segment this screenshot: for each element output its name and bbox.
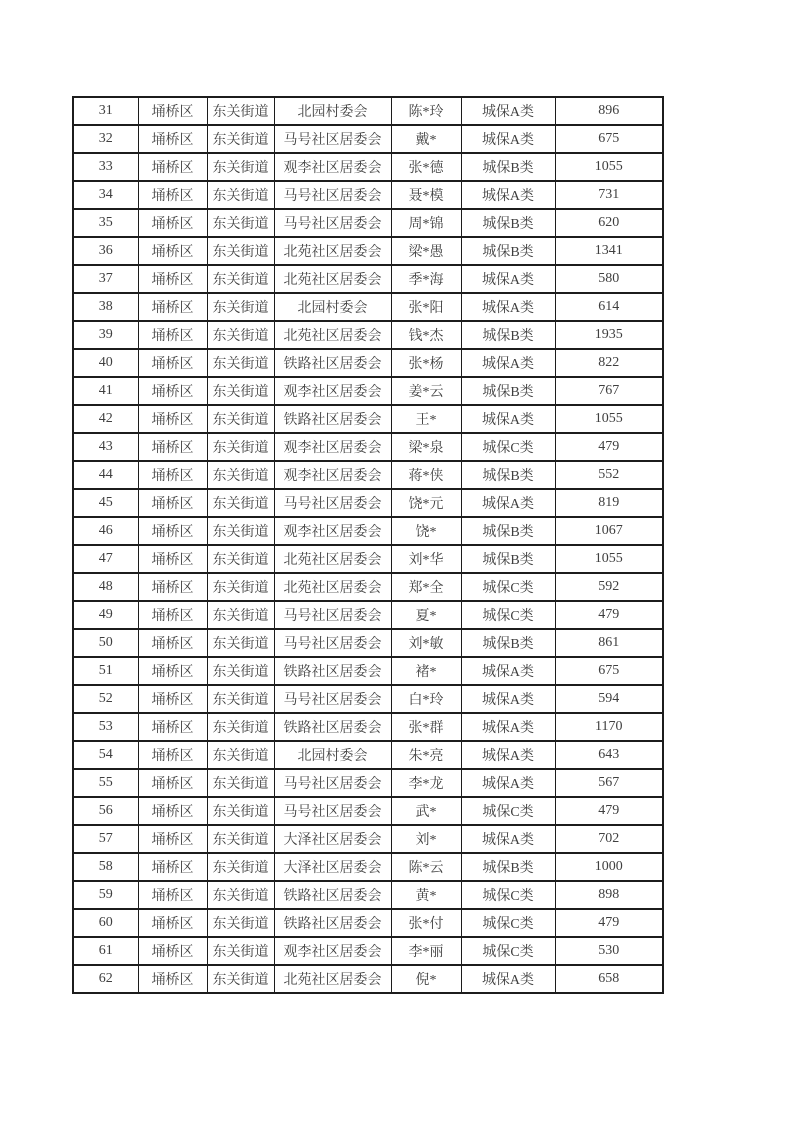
cell-name: 刘*: [391, 825, 461, 853]
cell-amount: 896: [555, 97, 663, 125]
cell-category: 城保B类: [461, 153, 555, 181]
table-row: [73, 237, 663, 265]
cell-row-number: 39: [73, 321, 138, 349]
cell-district: 埇桥区: [138, 433, 207, 461]
cell-district: 埇桥区: [138, 349, 207, 377]
cell-category: 城保A类: [461, 965, 555, 993]
cell-category: 城保B类: [461, 517, 555, 545]
cell-name: 朱*亮: [391, 741, 461, 769]
cell-category: 城保A类: [461, 125, 555, 153]
cell-amount: 643: [555, 741, 663, 769]
cell-category: 城保C类: [461, 881, 555, 909]
cell-name: 陈*玲: [391, 97, 461, 125]
cell-street: 东关街道: [207, 797, 274, 825]
cell-street: 东关街道: [207, 601, 274, 629]
cell-street: 东关街道: [207, 965, 274, 993]
table-row: [73, 881, 663, 909]
cell-street: 东关街道: [207, 153, 274, 181]
cell-street: 东关街道: [207, 545, 274, 573]
cell-category: 城保B类: [461, 853, 555, 881]
cell-district: 埇桥区: [138, 601, 207, 629]
cell-community: 马号社区居委会: [274, 601, 391, 629]
cell-amount: 479: [555, 601, 663, 629]
cell-district: 埇桥区: [138, 545, 207, 573]
cell-row-number: 47: [73, 545, 138, 573]
cell-name: 饶*元: [391, 489, 461, 517]
cell-district: 埇桥区: [138, 97, 207, 125]
cell-community: 北苑社区居委会: [274, 573, 391, 601]
cell-street: 东关街道: [207, 461, 274, 489]
cell-category: 城保B类: [461, 237, 555, 265]
cell-community: 铁路社区居委会: [274, 405, 391, 433]
cell-district: 埇桥区: [138, 377, 207, 405]
cell-amount: 1170: [555, 713, 663, 741]
cell-community: 马号社区居委会: [274, 209, 391, 237]
cell-district: 埇桥区: [138, 909, 207, 937]
table-row: [73, 321, 663, 349]
cell-category: 城保C类: [461, 937, 555, 965]
cell-street: 东关街道: [207, 629, 274, 657]
cell-category: 城保A类: [461, 769, 555, 797]
cell-category: 城保A类: [461, 405, 555, 433]
cell-street: 东关街道: [207, 881, 274, 909]
cell-street: 东关街道: [207, 825, 274, 853]
cell-district: 埇桥区: [138, 321, 207, 349]
cell-name: 钱*杰: [391, 321, 461, 349]
cell-amount: 898: [555, 881, 663, 909]
cell-name: 周*锦: [391, 209, 461, 237]
cell-row-number: 41: [73, 377, 138, 405]
cell-name: 郑*全: [391, 573, 461, 601]
cell-row-number: 31: [73, 97, 138, 125]
cell-name: 李*丽: [391, 937, 461, 965]
cell-community: 马号社区居委会: [274, 125, 391, 153]
cell-community: 铁路社区居委会: [274, 657, 391, 685]
cell-community: 观李社区居委会: [274, 517, 391, 545]
cell-row-number: 48: [73, 573, 138, 601]
cell-name: 褚*: [391, 657, 461, 685]
cell-community: 大泽社区居委会: [274, 825, 391, 853]
cell-community: 观李社区居委会: [274, 937, 391, 965]
beneficiary-table: [72, 96, 664, 994]
table-row: [73, 769, 663, 797]
cell-amount: 767: [555, 377, 663, 405]
table-row: [73, 517, 663, 545]
cell-name: 蒋*侠: [391, 461, 461, 489]
cell-row-number: 36: [73, 237, 138, 265]
cell-community: 北苑社区居委会: [274, 965, 391, 993]
cell-street: 东关街道: [207, 293, 274, 321]
table-row: [73, 433, 663, 461]
cell-district: 埇桥区: [138, 629, 207, 657]
cell-community: 北园村委会: [274, 741, 391, 769]
cell-district: 埇桥区: [138, 265, 207, 293]
cell-district: 埇桥区: [138, 405, 207, 433]
cell-category: 城保B类: [461, 629, 555, 657]
cell-name: 白*玲: [391, 685, 461, 713]
cell-category: 城保B类: [461, 209, 555, 237]
cell-street: 东关街道: [207, 685, 274, 713]
cell-amount: 594: [555, 685, 663, 713]
cell-row-number: 56: [73, 797, 138, 825]
cell-row-number: 45: [73, 489, 138, 517]
cell-street: 东关街道: [207, 181, 274, 209]
cell-category: 城保A类: [461, 685, 555, 713]
cell-community: 马号社区居委会: [274, 797, 391, 825]
cell-street: 东关街道: [207, 909, 274, 937]
cell-amount: 1055: [555, 405, 663, 433]
cell-street: 东关街道: [207, 321, 274, 349]
cell-district: 埇桥区: [138, 461, 207, 489]
cell-community: 铁路社区居委会: [274, 881, 391, 909]
cell-row-number: 52: [73, 685, 138, 713]
cell-amount: 567: [555, 769, 663, 797]
cell-row-number: 62: [73, 965, 138, 993]
cell-district: 埇桥区: [138, 573, 207, 601]
cell-street: 东关街道: [207, 349, 274, 377]
cell-amount: 675: [555, 125, 663, 153]
cell-row-number: 50: [73, 629, 138, 657]
cell-row-number: 40: [73, 349, 138, 377]
cell-street: 东关街道: [207, 713, 274, 741]
cell-amount: 1935: [555, 321, 663, 349]
table-row: [73, 797, 663, 825]
table-row: [73, 825, 663, 853]
cell-community: 马号社区居委会: [274, 629, 391, 657]
cell-district: 埇桥区: [138, 237, 207, 265]
cell-street: 东关街道: [207, 937, 274, 965]
table-row: [73, 181, 663, 209]
cell-amount: 1055: [555, 153, 663, 181]
cell-category: 城保A类: [461, 349, 555, 377]
cell-amount: 1067: [555, 517, 663, 545]
cell-row-number: 55: [73, 769, 138, 797]
cell-community: 马号社区居委会: [274, 489, 391, 517]
cell-district: 埇桥区: [138, 769, 207, 797]
cell-street: 东关街道: [207, 433, 274, 461]
cell-district: 埇桥区: [138, 489, 207, 517]
cell-community: 北园村委会: [274, 293, 391, 321]
cell-street: 东关街道: [207, 573, 274, 601]
cell-street: 东关街道: [207, 265, 274, 293]
cell-row-number: 42: [73, 405, 138, 433]
cell-name: 倪*: [391, 965, 461, 993]
cell-name: 黄*: [391, 881, 461, 909]
cell-category: 城保A类: [461, 489, 555, 517]
cell-name: 张*群: [391, 713, 461, 741]
cell-district: 埇桥区: [138, 657, 207, 685]
cell-row-number: 51: [73, 657, 138, 685]
cell-name: 陈*云: [391, 853, 461, 881]
cell-name: 戴*: [391, 125, 461, 153]
table-row: [73, 937, 663, 965]
cell-amount: 580: [555, 265, 663, 293]
cell-amount: 479: [555, 797, 663, 825]
cell-district: 埇桥区: [138, 853, 207, 881]
cell-street: 东关街道: [207, 517, 274, 545]
cell-street: 东关街道: [207, 377, 274, 405]
cell-district: 埇桥区: [138, 741, 207, 769]
table-row: [73, 153, 663, 181]
cell-amount: 620: [555, 209, 663, 237]
cell-row-number: 49: [73, 601, 138, 629]
cell-community: 铁路社区居委会: [274, 713, 391, 741]
cell-row-number: 61: [73, 937, 138, 965]
cell-district: 埇桥区: [138, 153, 207, 181]
cell-row-number: 33: [73, 153, 138, 181]
cell-row-number: 54: [73, 741, 138, 769]
cell-street: 东关街道: [207, 769, 274, 797]
cell-community: 北苑社区居委会: [274, 545, 391, 573]
cell-street: 东关街道: [207, 237, 274, 265]
cell-category: 城保C类: [461, 797, 555, 825]
table-row: [73, 601, 663, 629]
cell-row-number: 43: [73, 433, 138, 461]
cell-community: 观李社区居委会: [274, 433, 391, 461]
cell-category: 城保A类: [461, 265, 555, 293]
cell-name: 刘*敏: [391, 629, 461, 657]
cell-row-number: 59: [73, 881, 138, 909]
cell-row-number: 46: [73, 517, 138, 545]
cell-row-number: 34: [73, 181, 138, 209]
table-row: [73, 405, 663, 433]
cell-category: 城保A类: [461, 293, 555, 321]
cell-amount: 614: [555, 293, 663, 321]
cell-community: 北苑社区居委会: [274, 237, 391, 265]
table-row: [73, 293, 663, 321]
table-row: [73, 685, 663, 713]
cell-category: 城保A类: [461, 825, 555, 853]
cell-street: 东关街道: [207, 125, 274, 153]
cell-name: 王*: [391, 405, 461, 433]
table-row: [73, 97, 663, 125]
cell-street: 东关街道: [207, 657, 274, 685]
cell-name: 季*海: [391, 265, 461, 293]
cell-amount: 592: [555, 573, 663, 601]
cell-category: 城保B类: [461, 377, 555, 405]
cell-row-number: 44: [73, 461, 138, 489]
cell-category: 城保A类: [461, 713, 555, 741]
cell-amount: 1341: [555, 237, 663, 265]
table-row: [73, 713, 663, 741]
cell-district: 埇桥区: [138, 209, 207, 237]
cell-amount: 1000: [555, 853, 663, 881]
cell-row-number: 60: [73, 909, 138, 937]
cell-community: 北园村委会: [274, 97, 391, 125]
cell-name: 武*: [391, 797, 461, 825]
cell-community: 观李社区居委会: [274, 377, 391, 405]
cell-community: 观李社区居委会: [274, 461, 391, 489]
cell-district: 埇桥区: [138, 825, 207, 853]
cell-community: 大泽社区居委会: [274, 853, 391, 881]
table-row: [73, 741, 663, 769]
cell-name: 梁*愚: [391, 237, 461, 265]
cell-district: 埇桥区: [138, 713, 207, 741]
cell-category: 城保B类: [461, 461, 555, 489]
cell-name: 梁*泉: [391, 433, 461, 461]
cell-community: 铁路社区居委会: [274, 349, 391, 377]
cell-community: 马号社区居委会: [274, 181, 391, 209]
cell-category: 城保C类: [461, 573, 555, 601]
cell-name: 姜*云: [391, 377, 461, 405]
table-row: [73, 629, 663, 657]
table-row: [73, 853, 663, 881]
cell-category: 城保B类: [461, 545, 555, 573]
cell-row-number: 38: [73, 293, 138, 321]
cell-amount: 1055: [555, 545, 663, 573]
table-row: [73, 573, 663, 601]
cell-name: 张*杨: [391, 349, 461, 377]
cell-category: 城保C类: [461, 909, 555, 937]
cell-street: 东关街道: [207, 97, 274, 125]
table-row: [73, 209, 663, 237]
cell-district: 埇桥区: [138, 797, 207, 825]
cell-amount: 675: [555, 657, 663, 685]
cell-district: 埇桥区: [138, 937, 207, 965]
cell-street: 东关街道: [207, 209, 274, 237]
document-page-table-region: [72, 96, 664, 994]
cell-row-number: 32: [73, 125, 138, 153]
cell-community: 北苑社区居委会: [274, 321, 391, 349]
cell-district: 埇桥区: [138, 965, 207, 993]
cell-amount: 479: [555, 909, 663, 937]
cell-category: 城保A类: [461, 741, 555, 769]
cell-amount: 658: [555, 965, 663, 993]
cell-street: 东关街道: [207, 489, 274, 517]
cell-name: 夏*: [391, 601, 461, 629]
cell-amount: 552: [555, 461, 663, 489]
table-row: [73, 265, 663, 293]
cell-row-number: 53: [73, 713, 138, 741]
cell-district: 埇桥区: [138, 293, 207, 321]
table-row: [73, 489, 663, 517]
cell-row-number: 58: [73, 853, 138, 881]
table-body: [73, 97, 663, 993]
cell-row-number: 57: [73, 825, 138, 853]
cell-street: 东关街道: [207, 741, 274, 769]
cell-row-number: 37: [73, 265, 138, 293]
cell-street: 东关街道: [207, 405, 274, 433]
cell-category: 城保C类: [461, 601, 555, 629]
cell-district: 埇桥区: [138, 881, 207, 909]
cell-street: 东关街道: [207, 853, 274, 881]
cell-district: 埇桥区: [138, 181, 207, 209]
cell-name: 李*龙: [391, 769, 461, 797]
cell-row-number: 35: [73, 209, 138, 237]
cell-name: 张*阳: [391, 293, 461, 321]
cell-amount: 819: [555, 489, 663, 517]
cell-community: 马号社区居委会: [274, 769, 391, 797]
cell-community: 观李社区居委会: [274, 153, 391, 181]
cell-amount: 530: [555, 937, 663, 965]
cell-community: 北苑社区居委会: [274, 265, 391, 293]
cell-category: 城保A类: [461, 181, 555, 209]
table-row: [73, 657, 663, 685]
cell-amount: 822: [555, 349, 663, 377]
cell-amount: 702: [555, 825, 663, 853]
cell-amount: 731: [555, 181, 663, 209]
cell-amount: 479: [555, 433, 663, 461]
cell-name: 刘*华: [391, 545, 461, 573]
cell-name: 张*德: [391, 153, 461, 181]
table-row: [73, 545, 663, 573]
table-row: [73, 461, 663, 489]
cell-district: 埇桥区: [138, 517, 207, 545]
cell-category: 城保B类: [461, 321, 555, 349]
table-row: [73, 377, 663, 405]
cell-community: 铁路社区居委会: [274, 909, 391, 937]
cell-district: 埇桥区: [138, 685, 207, 713]
table-row: [73, 349, 663, 377]
cell-category: 城保C类: [461, 433, 555, 461]
cell-district: 埇桥区: [138, 125, 207, 153]
cell-category: 城保A类: [461, 97, 555, 125]
table-row: [73, 125, 663, 153]
table-row: [73, 965, 663, 993]
cell-name: 聂*模: [391, 181, 461, 209]
cell-name: 饶*: [391, 517, 461, 545]
table-row: [73, 909, 663, 937]
cell-community: 马号社区居委会: [274, 685, 391, 713]
cell-category: 城保A类: [461, 657, 555, 685]
cell-amount: 861: [555, 629, 663, 657]
cell-name: 张*付: [391, 909, 461, 937]
